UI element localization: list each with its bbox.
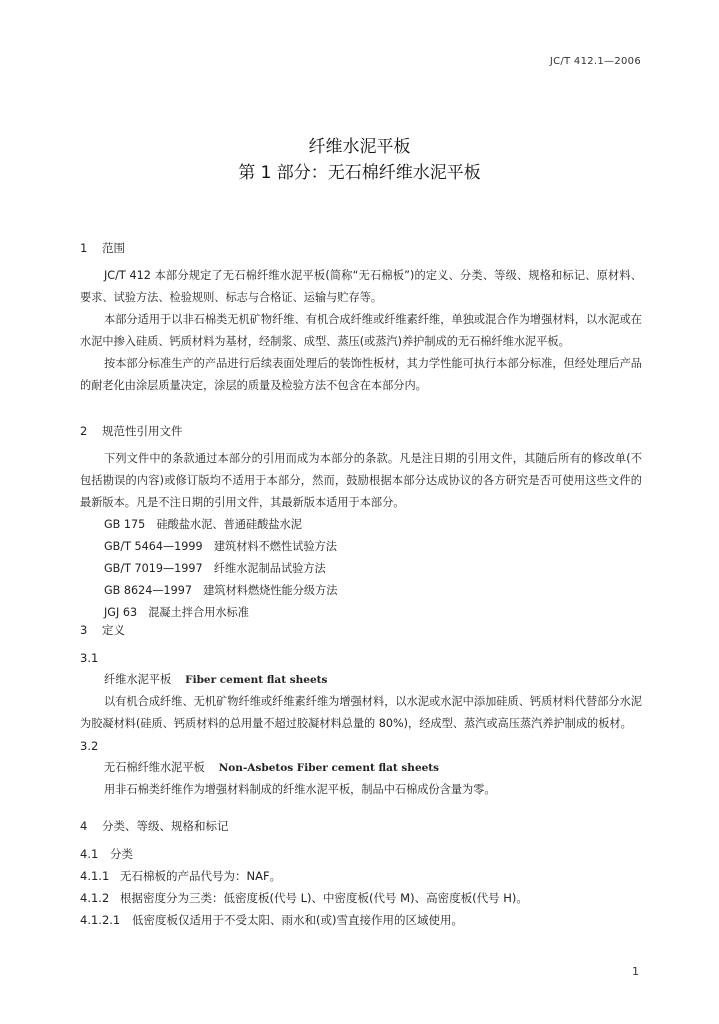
reference-item: JGJ 63 混凝土拌合用水标准 (104, 606, 249, 619)
paragraph: 下列文件中的条款通过本部分的引用而成为本部分的条款。凡是注日期的引用文件，其随后所有的修改单(不包括勘误的内容)或修订版均不适用于本部分，然而，鼓励根据本部分达成协议的各方研究是否可使用这些文件的最新版本。凡是不注日期的引用文件，其最新版本适用于本部分。 (80, 452, 642, 509)
document-subtitle: 第 1 部分：无石棉纤维水泥平板 (238, 163, 481, 183)
term-definition: 用非石棉类纤维作为增强材料制成的纤维水泥平板，制品中石棉成份含量为零。 (104, 783, 496, 796)
page-number: 1 (632, 965, 639, 978)
term-label: 纤维水泥平板 Fiber cement flat sheets (104, 673, 328, 686)
reference-item: GB 8624—1997 建筑材料燃烧性能分级方法 (104, 584, 338, 597)
reference-item: GB/T 7019—1997 纤维水泥制品试验方法 (104, 562, 326, 575)
section-normative-references (80, 420, 642, 624)
term-number: 3.1 (80, 651, 99, 665)
standard-number: JC/T 412.1—2006 (549, 56, 641, 67)
document-title: 纤维水泥平板 (308, 137, 411, 157)
reference-item: GB/T 5464—1999 建筑材料不燃性试验方法 (104, 540, 337, 553)
paragraph: 本部分适用于以非石棉类无机矿物纤维、有机合成纤维或纤维素纤维，单独或混合作为增强材料，以水泥或在水泥中掺入硅质、钙质材料为基材，经制浆、成型、蒸压(或蒸汽)养护制成的无石棉纤维水泥平板。 (80, 313, 642, 348)
term-number: 3.2 (80, 739, 99, 753)
reference-item: GB 175 硅酸盐水泥、普通硅酸盐水泥 (104, 518, 302, 531)
term-definition: 以有机合成纤维、无机矿物纤维或纤维素纤维为增强材料，以水泥或水泥中添加硅质、钙质材料代替部分水泥为胶凝材料(硅质、钙质材料的总用量不超过胶凝材料总量的 80%)，经成型、蒸汽或高压蒸汽养护制成的板材。 (80, 695, 642, 730)
section-scope (80, 237, 642, 397)
clause-item: 4.1.2 根据密度分为三类：低密度板(代号 L)、中密度板(代号 M)、高密度板(代号 H)。 (80, 891, 528, 905)
section-definitions (80, 619, 642, 801)
subsection-heading: 4.1 分类 (80, 847, 133, 861)
section-heading: 2 规范性引用文件 (80, 424, 183, 438)
term-label: 无石棉纤维水泥平板 Non-Asbetos Fiber cement flat sheets (104, 761, 440, 774)
clause-item: 4.1.1 无石棉板的产品代号为：NAF。 (80, 869, 282, 883)
section-heading: 4 分类、等级、规格和标记 (80, 819, 229, 833)
clause-item: 4.1.2.1 低密度板仅适用于不受太阳、雨水和(或)雪直接作用的区域使用。 (80, 913, 463, 927)
section-heading: 1 范围 (80, 241, 125, 255)
section-heading: 3 定义 (80, 623, 125, 637)
paragraph: JC/T 412 本部分规定了无石棉纤维水泥平板(简称“无石棉板”)的定义、分类、等级、规格和标记、原材料、要求、试验方法、检验规则、标志与合格证、运输与贮存等。 (80, 269, 642, 304)
paragraph: 按本部分标准生产的产品进行后续表面处理后的装饰性板材，其力学性能可执行本部分标准，但经处理后产品的耐老化由涂层质量决定，涂层的质量及检验方法不包含在本部分内。 (80, 357, 642, 392)
section-classification (80, 815, 642, 931)
